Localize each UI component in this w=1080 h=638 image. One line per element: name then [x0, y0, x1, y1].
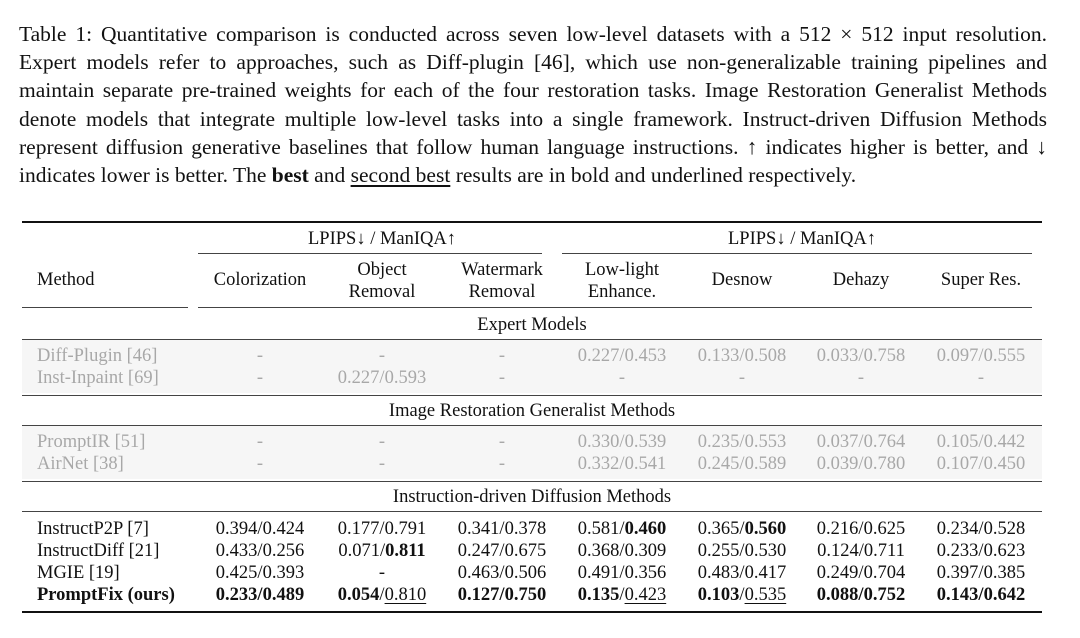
- table-caption: [19, 20, 1047, 189]
- table-cell: 0.133/0.508: [697, 346, 787, 366]
- table-cell: -: [857, 368, 865, 388]
- table-cell: -: [498, 368, 506, 388]
- table-row-method: InstructDiff [21]: [37, 541, 160, 561]
- section-title: Instruction-driven Diffusion Methods: [392, 487, 672, 507]
- table-cell: 0.332/0.541: [577, 454, 667, 474]
- table-cell: 0.341/0.378: [457, 519, 547, 539]
- table-cell: 0.394/0.424: [215, 519, 305, 539]
- section-title: Image Restoration Generalist Methods: [388, 401, 676, 421]
- table-cell: 0.463/0.506: [457, 563, 547, 583]
- table-row-method: InstructP2P [7]: [37, 519, 149, 539]
- table-row-method: MGIE [19]: [37, 563, 120, 583]
- column-header: Watermark Removal: [461, 260, 543, 302]
- table-cell: 0.581/0.460: [577, 519, 667, 539]
- table-cell: 0.127/0.750: [457, 585, 547, 605]
- caption-tail: results are in bold and underlined respectively.: [450, 163, 857, 188]
- table-cell: 0.233/0.489: [215, 585, 305, 605]
- caption-best: best: [271, 163, 309, 188]
- column-header: Super Res.: [940, 270, 1022, 290]
- caption-main: Table 1: Quantitative comparison is conducted across seven low-level datasets with a 512 × 512 input resolution. Expert models refer to approaches, such as Diff-plugin [46], which use non-generalizable training pipelines and maintain separate pre-trained weights for each of the four restoration tasks. Image Restoration Generalist Methods denote models that integrate multiple low-level tasks into a single framework. Instruct-driven Diffusion Methods represent diffusion generative baselines that follow human language instructions. ↑ indicates higher is better, and ↓ indicates lower is better. The: [19, 22, 1047, 188]
- table-cell: 0.143/0.642: [936, 585, 1026, 605]
- header-rule-cols: [198, 307, 1032, 308]
- table-row-method: AirNet [38]: [37, 454, 124, 474]
- table-cell: 0.397/0.385: [936, 563, 1026, 583]
- table-bottom-rule: [22, 611, 1042, 613]
- table-cell: 0.227/0.453: [577, 346, 667, 366]
- section-bottom-rule: [22, 395, 1042, 396]
- table-cell: 0.088/0.752: [816, 585, 906, 605]
- table-cell: 0.234/0.528: [936, 519, 1026, 539]
- table-cell: -: [498, 346, 506, 366]
- section-title: Expert Models: [477, 315, 587, 335]
- column-header: Desnow: [711, 270, 773, 290]
- table-cell: 0.103/0.535: [697, 585, 787, 605]
- column-header: Object Removal: [348, 260, 416, 302]
- table-cell: 0.235/0.553: [697, 432, 787, 452]
- table-cell: 0.033/0.758: [816, 346, 906, 366]
- table-top-rule: [22, 221, 1042, 223]
- section-rule: [22, 511, 1042, 512]
- group-rule-left: [198, 253, 542, 254]
- table-cell: 0.039/0.780: [816, 454, 906, 474]
- table-cell: 0.124/0.711: [817, 541, 905, 561]
- table-row-method: PromptFix (ours): [37, 585, 175, 605]
- group-rule-right: [562, 253, 1032, 254]
- table-cell: 0.071/0.811: [338, 541, 426, 561]
- table-cell: 0.233/0.623: [936, 541, 1026, 561]
- table-cell: 0.107/0.450: [936, 454, 1026, 474]
- column-header: Low-light Enhance.: [585, 260, 659, 302]
- caption-second-best: second best: [350, 163, 451, 188]
- group-header-left: LPIPS↓ / ManIQA↑: [307, 229, 457, 249]
- table-cell: -: [378, 346, 386, 366]
- method-header: Method: [37, 270, 95, 290]
- section-bottom-rule: [22, 481, 1042, 482]
- table-cell: 0.433/0.256: [215, 541, 305, 561]
- table-row-method: Inst-Inpaint [69]: [37, 368, 159, 388]
- column-header: Dehazy: [832, 270, 890, 290]
- table-cell: -: [378, 563, 386, 583]
- table-cell: -: [256, 454, 264, 474]
- table-cell: 0.330/0.539: [577, 432, 667, 452]
- caption-and: and: [308, 163, 351, 188]
- group-header-right: LPIPS↓ / ManIQA↑: [727, 229, 877, 249]
- table-cell: 0.135/0.423: [577, 585, 667, 605]
- table-cell: -: [256, 368, 264, 388]
- table-cell: -: [498, 432, 506, 452]
- table-cell: 0.177/0.791: [337, 519, 427, 539]
- table-cell: 0.247/0.675: [457, 541, 547, 561]
- table-cell: -: [498, 454, 506, 474]
- column-header: Colorization: [213, 270, 307, 290]
- table-cell: 0.245/0.589: [697, 454, 787, 474]
- table-cell: 0.255/0.530: [697, 541, 787, 561]
- table-cell: 0.037/0.764: [816, 432, 906, 452]
- header-rule-method: [22, 307, 188, 308]
- table-cell: 0.483/0.417: [697, 563, 787, 583]
- table-cell: -: [256, 432, 264, 452]
- table-cell: 0.105/0.442: [936, 432, 1026, 452]
- table-cell: 0.249/0.704: [816, 563, 906, 583]
- table-cell: 0.097/0.555: [936, 346, 1026, 366]
- table-row-method: PromptIR [51]: [37, 432, 146, 452]
- table-row-method: Diff-Plugin [46]: [37, 346, 158, 366]
- section-rule: [22, 339, 1042, 340]
- table-cell: 0.216/0.625: [816, 519, 906, 539]
- section-rule: [22, 425, 1042, 426]
- table-cell: 0.425/0.393: [215, 563, 305, 583]
- table-cell: 0.491/0.356: [577, 563, 667, 583]
- table-cell: 0.054/0.810: [337, 585, 427, 605]
- table-cell: -: [977, 368, 985, 388]
- table-cell: 0.227/0.593: [337, 368, 427, 388]
- table-cell: -: [378, 432, 386, 452]
- table-cell: 0.365/0.560: [697, 519, 787, 539]
- table-cell: -: [738, 368, 746, 388]
- table-cell: 0.368/0.309: [577, 541, 667, 561]
- table-cell: -: [256, 346, 264, 366]
- table-cell: -: [618, 368, 626, 388]
- table-cell: -: [378, 454, 386, 474]
